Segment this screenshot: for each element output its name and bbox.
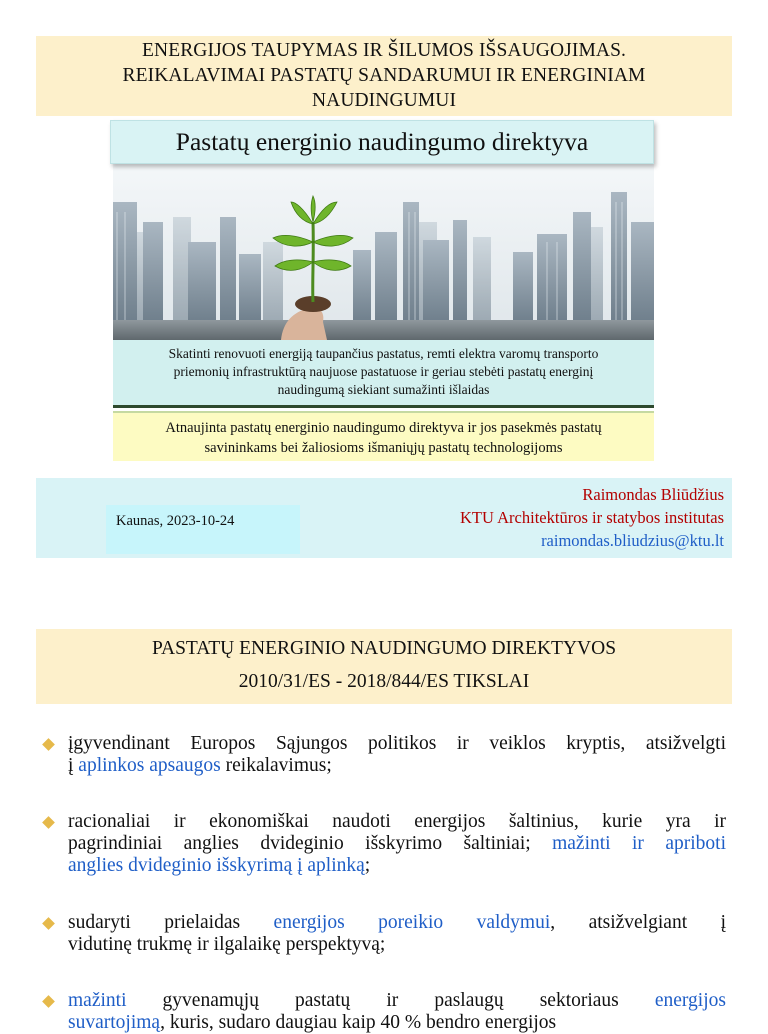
goal-bullet-1: [68, 733, 726, 777]
bullet-2-line-3: [68, 855, 726, 877]
bullet-2-highlight-2: anglies dvideginio išskyrimą į aplinką: [68, 855, 365, 876]
slide-title: Pastatų energinio naudingumo direktyva: [110, 120, 654, 164]
bullet-4-highlight-2: energijos: [654, 990, 726, 1011]
bullet-1-text: į: [68, 755, 79, 776]
image-caption: [113, 340, 654, 408]
bullet-4-line-2: [68, 1012, 726, 1034]
goal-bullet-2: [68, 811, 726, 877]
bullet-2-line-2: [68, 833, 726, 855]
bullet-4-highlight-3: suvartojimą: [68, 1012, 161, 1033]
goal-bullet-3: [68, 912, 726, 956]
diamond-bullet-icon: [42, 816, 55, 829]
bullet-1-text-end: reikalavimus;: [220, 755, 332, 776]
bullet-2-highlight-1: mažinti ir apriboti: [552, 833, 726, 854]
bullet-4-highlight-1: mažinti: [68, 990, 127, 1011]
bullet-3-text: sudaryti prielaidas: [68, 912, 274, 933]
caption-line-2: priemonių infrastruktūrą naujuose pastatuose ir geriau stebėti pastatų energinį: [173, 364, 594, 379]
header-line-2: REIKALAVIMAI PASTATŲ SANDARUMUI IR ENERGINIAM: [122, 65, 646, 86]
city-skyline-seedling-illustration: [113, 162, 654, 340]
bullet-3-line-1: [68, 912, 726, 934]
cover-image: [113, 162, 654, 340]
bullet-3-highlight: energijos poreikio valdymui: [273, 912, 551, 933]
institute-name: KTU Architektūros ir statybos institutas: [460, 508, 724, 527]
author-name: Raimondas Bliūdžius: [582, 485, 724, 504]
header-line-3: NAUDINGUMUI: [311, 90, 457, 111]
bullet-4-line-1: [68, 990, 726, 1012]
subtitle-line-2: savininkams bei žaliosioms išmaniųjų pastatų technologijoms: [204, 440, 563, 456]
slide-subtitle: [113, 411, 654, 461]
diamond-bullet-icon: [42, 917, 55, 930]
diamond-bullet-icon: [42, 738, 55, 751]
bullet-2-text-end: ;: [364, 855, 371, 876]
document-header: [36, 36, 732, 116]
date-place: Kaunas, 2023-10-24: [106, 505, 300, 554]
bullet-1-highlight: aplinkos apsaugos: [78, 755, 221, 776]
bullet-3-line-2: vidutinę trukmę ir ilgalaikę perspektyvą;: [68, 934, 386, 955]
subtitle-line-1: Atnaujinta pastatų energinio naudingumo direktyva ir jos pasekmės pastatų: [165, 420, 602, 436]
bullet-3-text-end: , atsižvelgiant į: [550, 912, 726, 933]
caption-line-1: Skatinti renovuoti energiją taupančius pastatus, remti elektra varomų transporto: [168, 346, 599, 361]
author-email-link[interactable]: raimondas.bliudzius@ktu.lt: [541, 531, 724, 550]
bullet-2-line-1: racionaliai ir ekonomiškai naudoti energijos šaltinius, kurie yra ir: [68, 811, 726, 832]
bullet-2-text: pagrindiniai anglies dvideginio išskyrimo šaltiniai;: [68, 833, 553, 854]
goal-bullet-4: [68, 990, 726, 1034]
diamond-bullet-icon: [42, 995, 55, 1008]
goals-header: [36, 629, 732, 704]
header-line-1: ENERGIJOS TAUPYMAS IR ŠILUMOS IŠSAUGOJIMAS.: [142, 40, 626, 61]
bullet-4-text: gyvenamųjų pastatų ir paslaugų sektoriaus: [126, 990, 655, 1011]
author-block: [460, 483, 724, 552]
goals-title-line-1: PASTATŲ ENERGINIO NAUDINGUMO DIREKTYVOS: [151, 638, 617, 659]
goals-title-line-2: 2010/31/ES - 2018/844/ES TIKSLAI: [238, 671, 530, 692]
bullet-4-text-end: , kuris, sudaro daugiau kaip 40 % bendro energijos: [160, 1012, 557, 1033]
caption-line-3: naudingumą siekiant sumažinti išlaidas: [277, 382, 490, 397]
bullet-1-line-1: įgyvendinant Europos Sąjungos politikos ir veiklos kryptis, atsižvelgti: [68, 733, 726, 754]
bullet-1-line-2: [68, 755, 726, 777]
